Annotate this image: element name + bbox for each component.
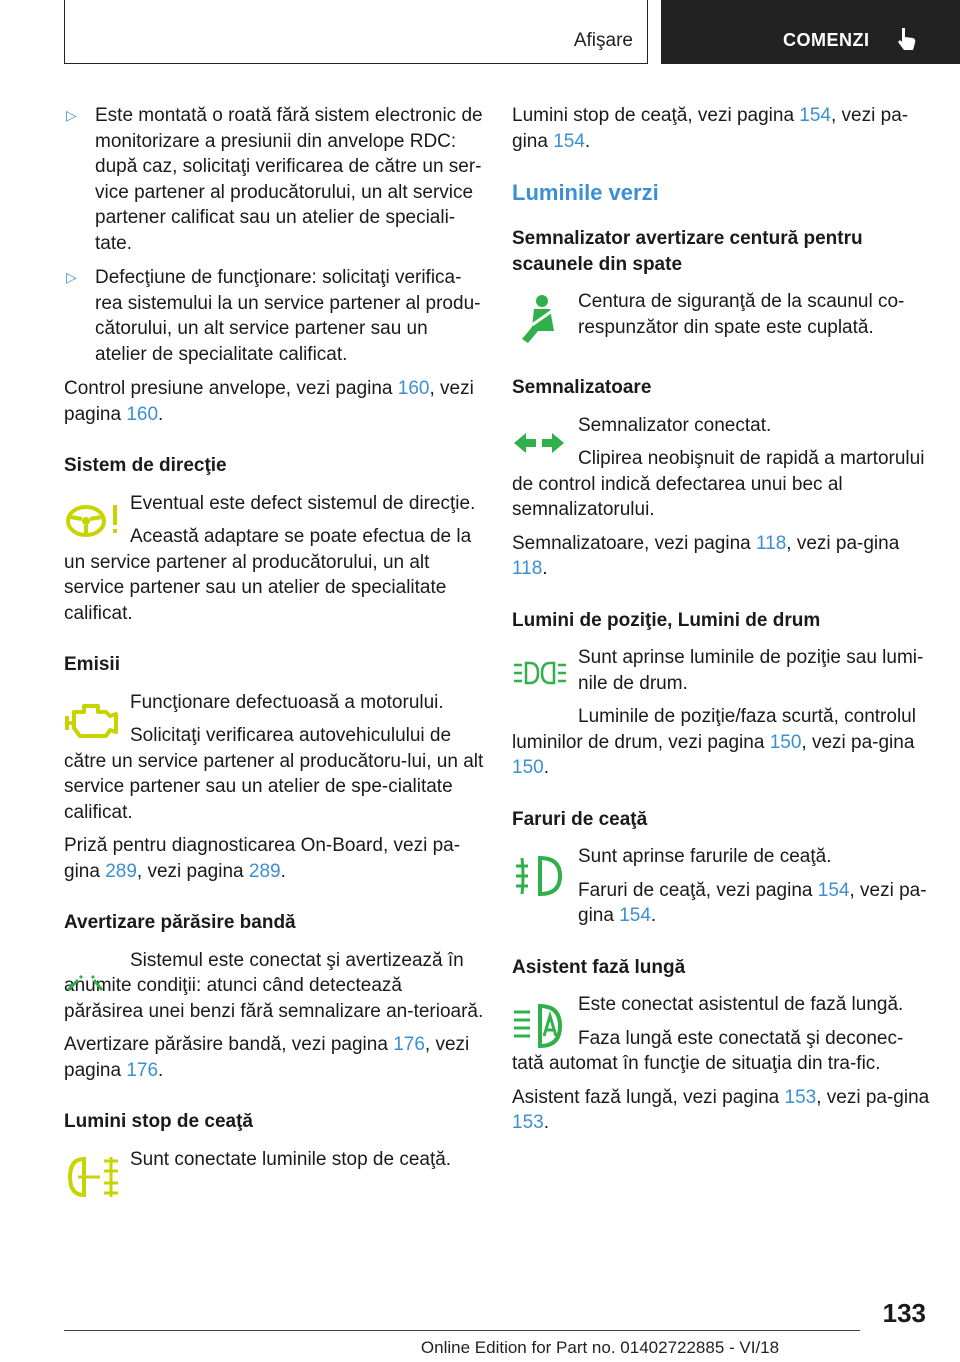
high-beam-indicator-block: Este conectat asistentul de fază lungă. Faza lungă este conectată şi deconec‐tată automat în funcţie de situaţia din tra‐fic. — [512, 994, 904, 1074]
page-link[interactable]: 154 — [817, 879, 850, 901]
page-link[interactable]: 160 — [126, 403, 159, 425]
seatbelt-icon — [512, 291, 572, 347]
footer-divider — [64, 1330, 860, 1331]
rear-fog-light-icon — [64, 1149, 124, 1205]
steering-indicator-block: Eventual este defect sistemul de direcţie. Această adaptare se poate efectua de la un service partener al producătorului, un alt service partener sau un atelier de specialitate calificat. — [64, 492, 476, 624]
tire-pressure-reference: Control presiune anvelope, vezi pagina 160, vezi pagina 160. — [64, 378, 474, 425]
page-link[interactable]: 154 — [799, 105, 831, 126]
page-link[interactable]: 118 — [755, 532, 787, 554]
triangle-bullet-icon: ▷ — [66, 269, 77, 285]
page-number: 133 — [882, 1298, 926, 1328]
lane-reference: Avertizare părăsire bandă, vezi pagina 176, vezi pagina 176. — [64, 1034, 470, 1081]
page-link[interactable]: 176 — [126, 1059, 159, 1081]
seatbelt-heading: Semnalizator avertizare centură pentru scaunele din spate — [512, 228, 863, 275]
page-link[interactable]: 150 — [512, 757, 544, 778]
triangle-bullet-icon: ▷ — [66, 107, 77, 123]
page-link[interactable]: 118 — [512, 558, 543, 579]
high-beam-reference: Asistent fază lungă, vezi pagina 153, vezi pa‐gina 153. — [512, 1086, 930, 1133]
page-link[interactable]: 153 — [512, 1112, 544, 1133]
engine-warning-icon — [64, 692, 124, 748]
list-item — [64, 265, 484, 367]
bullet-text: Este montată o roată fără sistem electronic de monitorizare a presiunii din anvelope RDC: după caz, solicitaţi verificarea de către un ser‐vice partener al producătorului, un alt service partener calificat sau un atelier de speciali‐tate. — [95, 105, 483, 254]
high-beam-assistant-icon — [512, 1000, 572, 1056]
green-lights-title: Luminile verzi — [512, 180, 659, 205]
page-link[interactable]: 176 — [393, 1034, 425, 1055]
parking-lights-heading: Lumini de poziţie, Lumini de drum — [512, 609, 821, 631]
bullet-text: Defecţiune de funcţionare: solicitaţi verifica‐rea sistemului la un service partener al produ‐cătorului, un alt service partener sau un atelier de specialitate calificat. — [95, 267, 481, 365]
page-link[interactable]: 160 — [397, 378, 430, 399]
right-column — [512, 103, 932, 1144]
front-fog-indicator-block: Sunt aprinse farurile de ceaţă. Faruri de ceaţă, vezi pagina 154, vezi pa‐gina 154. — [512, 844, 932, 929]
rear-fog-heading: Lumini stop de ceaţă — [64, 1111, 253, 1132]
lane-heading: Avertizare părăsire bandă — [64, 912, 296, 933]
page-link[interactable]: 154 — [553, 130, 585, 152]
seatbelt-indicator-block: Centura de siguranţă de la scaunul co‐respunzător din spate este cuplată. — [512, 289, 932, 349]
parking-lights-indicator-block: Sunt aprinse luminile de poziţie sau lumi‐nile de drum. Luminile de poziţie/faza scurtă, controlul luminilor de drum, vezi pagina 150, vezi pa‐gina 150. — [512, 647, 924, 778]
turn-signals-reference: Semnalizatoare, vezi pagina 118, vezi pa‐gina 118. — [512, 532, 900, 579]
parking-lights-icon — [512, 655, 572, 711]
page-link[interactable]: 150 — [769, 731, 802, 753]
left-column — [64, 103, 484, 1207]
front-fog-light-icon — [512, 852, 572, 908]
edition-footer: Online Edition for Part no. 01402722885 - VI/18 — [420, 1338, 780, 1357]
turn-signals-heading: Semnalizatoare — [512, 377, 652, 398]
page-link[interactable]: 289 — [105, 860, 137, 882]
emissions-heading: Emisii — [64, 654, 120, 675]
tab-label: COMENZI — [783, 30, 870, 50]
header-section-box — [64, 0, 648, 64]
front-fog-heading: Faruri de ceaţă — [512, 808, 648, 830]
lane-indicator-block: Sistemul este conectat şi avertizează în anumite condiţii: atunci când detectează părăsirea unei benzi fără semnalizare an‐terioară. — [64, 949, 484, 1022]
emissions-indicator-block: Funcţionare defectuoasă a motorului. Solicitaţi verificarea autovehiculului de către un service partener al producătoru‐lui, un alt service partener sau un atelier de spe‐cialitate calificat. — [64, 691, 484, 823]
rear-fog-indicator-block: Sunt conectate luminile stop de ceaţă. — [64, 1147, 484, 1207]
header-tab[interactable] — [661, 0, 960, 64]
rear-fog-reference: Lumini stop de ceaţă, vezi pagina 154, vezi pa‐gina 154. — [512, 105, 909, 152]
pointing-hand-icon — [896, 26, 918, 52]
page-link[interactable]: 154 — [619, 905, 651, 926]
turn-signal-indicator-block: Semnalizator conectat. Clipirea neobişnuit de rapidă a martorului de control indică defectarea unui bec al semnalizatorului. — [512, 414, 925, 520]
section-label: Afişare — [573, 30, 633, 51]
diagnosis-reference: Priză pentru diagnosticarea On-Board, vezi pa‐gina 289, vezi pagina 289. — [64, 835, 461, 882]
list-item — [64, 103, 484, 256]
page-link[interactable]: 289 — [248, 860, 281, 882]
lane-departure-icon — [64, 966, 124, 1022]
steering-heading: Sistem de direcţie — [64, 455, 227, 476]
turn-signal-arrows-icon — [512, 431, 572, 487]
page-link[interactable]: 153 — [784, 1086, 817, 1108]
steering-warning-icon — [64, 493, 124, 549]
high-beam-heading: Asistent fază lungă — [512, 956, 686, 978]
